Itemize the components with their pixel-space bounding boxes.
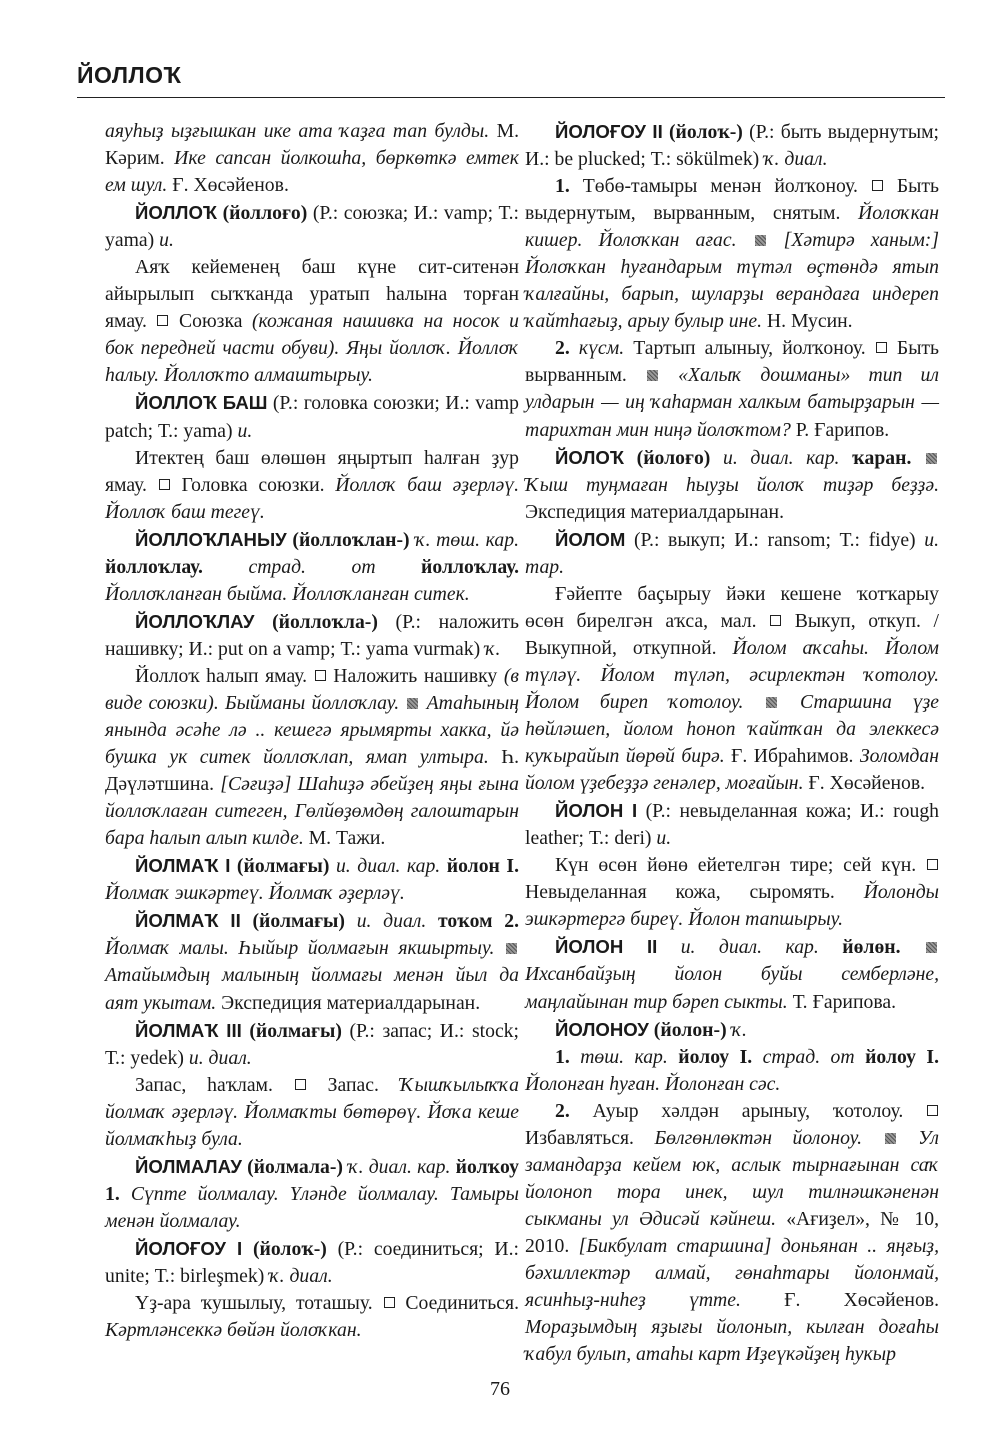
quotation-marker-icon: [755, 235, 766, 246]
entry-continuation: аяуһыҙ ыҙғышкан ике ата ҡаҙға тап булды. М. Кәрим. Ике сапсан йолкошһа, бөркөткә емтек ем шул. Ғ. Хөсәйенов.: [105, 120, 519, 197]
quotation-marker-icon: [506, 943, 517, 954]
entry-yolonou: ЙОЛОНОУ (йолон-) ҡ.: [555, 1018, 747, 1041]
headword: ЙОЛОҒОУ I: [135, 1237, 243, 1259]
headword: ЙОЛЛОҠЛАУ: [135, 610, 255, 632]
translation-marker-icon: [876, 342, 887, 353]
translation-marker-icon: [770, 615, 781, 626]
headword: ЙОЛОҒОУ II: [555, 121, 663, 142]
entry-yolom: ЙОЛОМ (Р.: выкуп; И.: ransom; Т.: fidye) и. тар.: [525, 528, 939, 578]
headword: ЙОЛЛОҠ БАШ: [135, 392, 268, 414]
entry-yolon-2: ЙОЛОН II и. диал. кар. йөлөн. Ихсанбайҙың йолон буйы семберләне, маңлайынан тир бәреп сыкты. Т. Ғарипова.: [525, 936, 939, 1013]
sense-2: 2. күсм. Тартып алыныу, йолҡоноу. Быть вырванным. «Халыҡ дошманы» тип ил улдарын — иң ҡаһарман халкым батырҙарын — тарихтан мин ниңә йолоҡтом? Р. Ғарипов.: [525, 337, 940, 441]
headword: ЙОЛМАҠ I: [135, 855, 231, 877]
definition: Аяҡ кейеменең баш күне сит-ситенән айырылып сыҡҡанда уратып һалына торған ямау. Союзка (кожаная нашивка на носок и бок передней части обуви). Яңы йоллоҡ. Йоллоҡ һалыу. Йоллоҡто алмаштырыу.: [105, 256, 519, 387]
entry-yolloklanyu: ЙОЛЛОҠЛАНЫУ (йоллоҡлан-) ҡ. төш. кар. йоллоҡлау. страд. от йоллоҡлау. Йоллоҡланған быйма. Йоллоҡланған ситек.: [105, 528, 519, 605]
quotation-marker-icon: [926, 453, 937, 464]
definition: Үҙ-ара ҡушылыу, тоташыу. Соединиться. Кәртләнсеккә бөйән йолоҡкан.: [105, 1292, 519, 1342]
definition: Ғәйепте баҫырыу йәки кешене ҡотҡарыу өсөн бирелгән аҡса, мал. Выкуп, откуп. / Выкупной, откупной. Йолом аҡсаһы. Йолом түләү. Йолом түләп, әсирлектән ҡотолоу. Йолом биреп ҡотолоу. Старшина үҙе һөйләшеп, йолом һоноп ҡайтҡан да элеккесә куҡырайып йөрөй бирә. Ғ. Ибраһимов. Золомдан йолом үҙебеҙҙә генәлер, моғайын. Ғ. Хөсәйенов.: [525, 582, 939, 795]
entry-yolok: ЙОЛОҠ (йолоғо) и. диал. кар. ҡаран. Ҡыш туңмаған һыуҙы йолоҡ тиҙәр беҙҙә. Экспедиция материалдарынан.: [525, 446, 939, 523]
headword: ЙОЛЛОҠ: [135, 202, 218, 224]
entry-yolon-1: ЙОЛОН I (Р.: невыделанная кожа; И.: rough leather; Т.: deri) и.: [525, 800, 940, 850]
entry-yolmalau: ЙОЛМАЛАУ (йолмала-) ҡ. диал. кар. йолҡоу 1. Сүпте йолмалау. Үләнде йолмалау. Тамыры менән йолмалау.: [105, 1155, 519, 1232]
definition: Итектең баш өлөшөн яңыртып һалған ҙур ямау. Головка союзки. Йоллоҡ баш әҙерләү. Йоллоҡ баш тегеү.: [105, 446, 519, 523]
translation-marker-icon: [384, 1297, 395, 1308]
sense-1: 1. Төбө-тамыры менән йолҡоноу. Быть выдернутым, вырванным, снятым. Йолоҡкан кишер. Йолоҡкан ағас. [Хәтирә ханым:] Йолоҡкан һуғандарым түтәл өҫтөндә ятып ҡалғайны, барып, шуларҙы верандаға индереп ҡайтһағыҙ, арыу булыр ине. Н. Мусин.: [525, 175, 939, 333]
sense-1: 1. төш. кар. йолоу I. страд. от йолоу I. Йолонған һуған. Йолонған сәс.: [525, 1045, 939, 1095]
translation-marker-icon: [315, 670, 326, 681]
quotation-marker-icon: [766, 697, 777, 708]
entry-yologou-2: ЙОЛОҒОУ II (йолоҡ-) (Р.: быть выдернутым; И.: be plucked; Т.: sökülmek) ҡ. диал.: [525, 121, 939, 171]
entry-yolmak-1: ЙОЛМАҠ I (йолмағы) и. диал. кар. йолон I. Йолмаҡ эшкәртеү. Йолмаҡ әҙерләү.: [105, 855, 519, 905]
quotation-marker-icon: [407, 698, 418, 709]
entry-yollok-bash: ЙОЛЛОҠ БАШ (Р.: головка союзки; И.: vamp patch; Т.: yama) и.: [105, 392, 519, 442]
entry-yologou-1: ЙОЛОҒОУ I (йолоҡ-) (Р.: соединиться; И.: unite; Т.: birleşmek) ҡ. диал.: [105, 1237, 519, 1287]
left-column: [105, 118, 519, 1344]
right-column: [525, 118, 939, 1368]
headword: ЙОЛМАҠ III: [135, 1019, 242, 1041]
page-number: 76: [490, 1378, 510, 1400]
headword: ЙОЛЛОҠЛАНЫУ: [135, 528, 287, 550]
translation-marker-icon: [159, 479, 170, 490]
definition: Йоллоҡ һалып ямау. Наложить нашивку (в виде союзки). Быйманы йоллоҡлау. Атаһының янында әсәһе лә .. кешегә ярымярты хакка, йә бушка ук ситек йоллоҡлап, ямап ултыра. Һ. Дәүләтшина. [Сәғиҙә] Шаһиҙә әбейҙең яңы ғына йоллоҡлаған ситеген, Гөлйөҙөмдөң галоштарын бара һалып алып килде. М. Тажи.: [105, 664, 520, 850]
quotation-marker-icon: [647, 370, 658, 381]
quotation-marker-icon: [885, 1133, 896, 1144]
translation-marker-icon: [927, 859, 938, 870]
definition: Запас, һаҡлам. Запас. Ҡышҡылыҡҡа йолмаҡ әҙерләү. Йолмаҡты бөтөрөү. Йоҡа кеше йолмаҡһыҙ була.: [105, 1073, 520, 1150]
headword: ЙОЛОМ: [555, 528, 626, 550]
headword: ЙОЛОНОУ: [555, 1018, 649, 1040]
headword: ЙОЛМАҠ II: [135, 910, 241, 932]
quotation-marker-icon: [926, 942, 937, 953]
headword: ЙОЛОН I: [555, 800, 638, 822]
headword: ЙОЛМАЛАУ: [135, 1155, 242, 1177]
definition: Күн өсөн йөнө ейетелгән тире; сей күн. Невыделанная кожа, сыромять. Йолонды эшкәртергә биреү. Йолон тапшырыу.: [525, 854, 939, 931]
entry-yollok: ЙОЛЛОҠ (йоллоғо) (Р.: союзка; И.: vamp; Т.: yama) и.: [105, 202, 519, 252]
translation-marker-icon: [927, 1105, 938, 1116]
translation-marker-icon: [295, 1079, 306, 1090]
header-rule: [77, 97, 945, 98]
headword: ЙОЛОН II: [555, 936, 658, 958]
headword: ЙОЛОҠ: [555, 446, 625, 468]
entry-yolloklau: ЙОЛЛОҠЛАУ (йоллоҡла-) (Р.: наложить нашивку; И.: put on a vamp; Т.: yama vurmak) ҡ.: [105, 610, 519, 660]
translation-marker-icon: [157, 315, 168, 326]
sense-2: 2. Ауыр хәлдән арыныу, ҡотолоу. Избавляться. Бөлгөнлөктән йолоноу. Ул замандарҙа кейем юк, аслык тырнағынан саҡ йолоноп тора инек, шул тилнәшкәненән сыкманы ул Әдисәй кәйнеш. «Ағиҙел», № 10, 2010. [Бикбулат старшина] доньянан .. яңғыҙ, бәхиллектәр алмай, гөнаһтары йолонмай, ясинһыҙ-ниһеҙ үтте. Ғ. Хөсәйенов. Мораҙымдың яҙығы йолонып, кылған доғаһы ҡабул булып, атаһы карт Иҙеүкәйҙең һукыр: [525, 1099, 940, 1366]
running-head: ЙОЛЛОҠ: [77, 62, 182, 88]
entry-yolmak-3: ЙОЛМАҠ III (йолмағы) (Р.: запас; И.: stock; Т.: yedek) и. диал.: [105, 1019, 519, 1069]
translation-marker-icon: [872, 180, 883, 191]
entry-yolmak-2: ЙОЛМАҠ II (йолмағы) и. диал. тоҡом 2. Йолмаҡ малы. Һыйыр йолмағын якшыртыу. Атайымдың малының йолмағы менән йыл да аят укытам. Экспедиция материалдарынан.: [105, 910, 520, 1014]
